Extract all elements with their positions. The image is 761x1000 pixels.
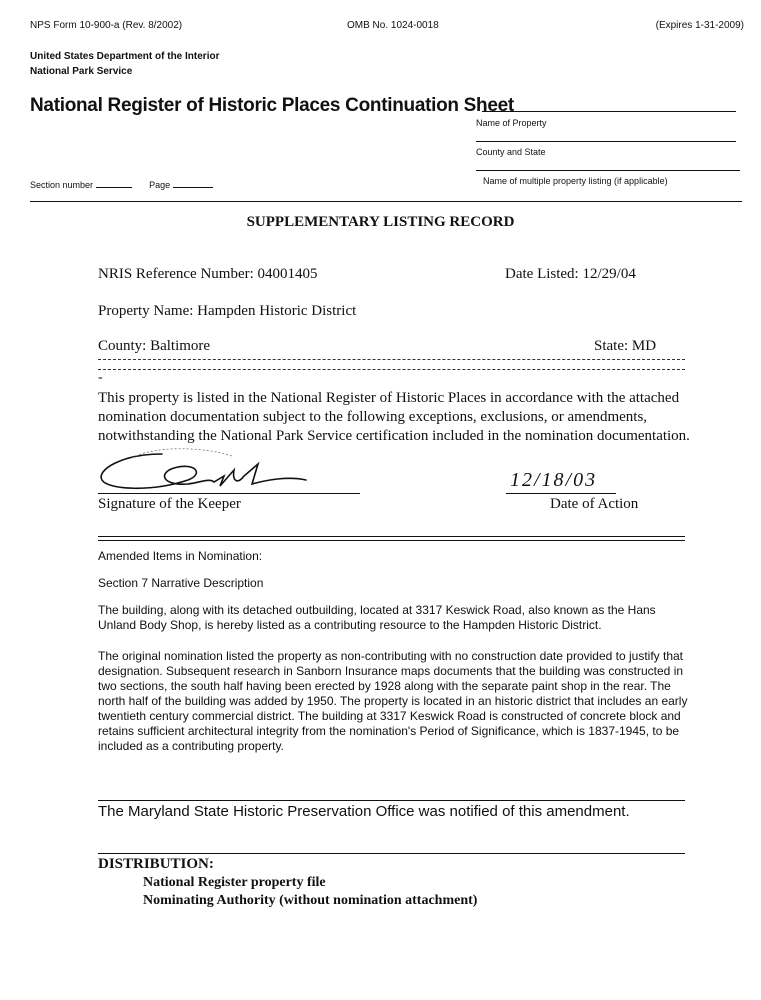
name-of-property-line <box>482 111 736 112</box>
state: State: MD <box>594 338 657 354</box>
amendment-paragraph-2: The original nomination listed the property as non-contributing with no construction date provided to justify that designation. Subsequent research in Sanborn Insurance maps documents that the building was constructed in two sections, the south half having been erected by 1928 along with the separate paint shop in the rear. The north half of the building was added by 1950. The property is located in an historic district that includes an early twentieth century commercial district. The building at 3317 Keswick Road is constructed of concrete block and retains sufficient architectural integrity from the nomination's Period of Significance, which is 1837-1945, to be included as a contributing property. <box>98 649 688 753</box>
omb-number: OMB No. 1024-0018 <box>347 20 439 31</box>
record-heading: SUPPLEMENTARY LISTING RECORD <box>246 214 515 230</box>
county-state-line <box>476 141 736 142</box>
distribution-item: Nominating Authority (without nomination attachment) <box>143 893 478 908</box>
keeper-signature-icon <box>92 440 332 500</box>
signature-label: Signature of the Keeper <box>98 496 241 512</box>
dashed-divider-bottom <box>98 369 685 370</box>
amendment-paragraph-1: The building, along with its detached outbuilding, located at 3317 Keswick Road, also known as the Hans Unland Body Shop, is hereby listed as a contributing resource to the Hampden Historic District. <box>98 603 656 632</box>
name-of-property-label: Name of Property <box>476 118 547 128</box>
service-name: National Park Service <box>30 66 133 77</box>
section-number-field: Section number Page <box>30 178 213 190</box>
double-divider-top <box>98 536 685 537</box>
amended-items-label: Amended Items in Nomination: <box>98 549 263 563</box>
notification-line <box>98 800 685 801</box>
distribution-line <box>98 853 685 854</box>
expiration-date: (Expires 1-31-2009) <box>655 20 744 31</box>
form-id: NPS Form 10-900-a (Rev. 8/2002) <box>30 20 183 31</box>
multiple-listing-label: Name of multiple property listing (if applicable) <box>483 176 668 186</box>
date-line <box>506 493 616 494</box>
header-divider <box>30 201 742 202</box>
distribution-heading: DISTRIBUTION: <box>98 856 214 872</box>
signature-line <box>98 493 360 494</box>
distribution-item: National Register property file <box>143 875 326 890</box>
action-date-handwritten: 12/18/03 <box>510 469 598 491</box>
page-title: National Register of Historic Places Continuation Sheet <box>30 95 514 116</box>
multiple-listing-line <box>476 170 740 171</box>
nris-reference: NRIS Reference Number: 04001405 <box>98 266 318 282</box>
listing-statement: This property is listed in the National Register of Historic Places in accordance with the attached nomination documentation subject to the following exceptions, exclusions, or amendments, notwithstanding the National Park Service certification included in the nomination documentation. <box>98 390 690 444</box>
section-label: Section 7 Narrative Description <box>98 576 264 590</box>
stray-mark: - <box>98 370 103 385</box>
date-listed: Date Listed: 12/29/04 <box>505 266 636 282</box>
department-name: United States Department of the Interior <box>30 51 220 62</box>
property-name: Property Name: Hampden Historic District <box>98 303 357 319</box>
dashed-divider-top <box>98 359 685 360</box>
double-divider-bottom <box>98 540 685 541</box>
date-of-action-label: Date of Action <box>550 496 639 512</box>
county: County: Baltimore <box>98 338 211 354</box>
county-state-label: County and State <box>476 147 546 157</box>
notification-text: The Maryland State Historic Preservation Office was notified of this amendment. <box>98 803 630 820</box>
